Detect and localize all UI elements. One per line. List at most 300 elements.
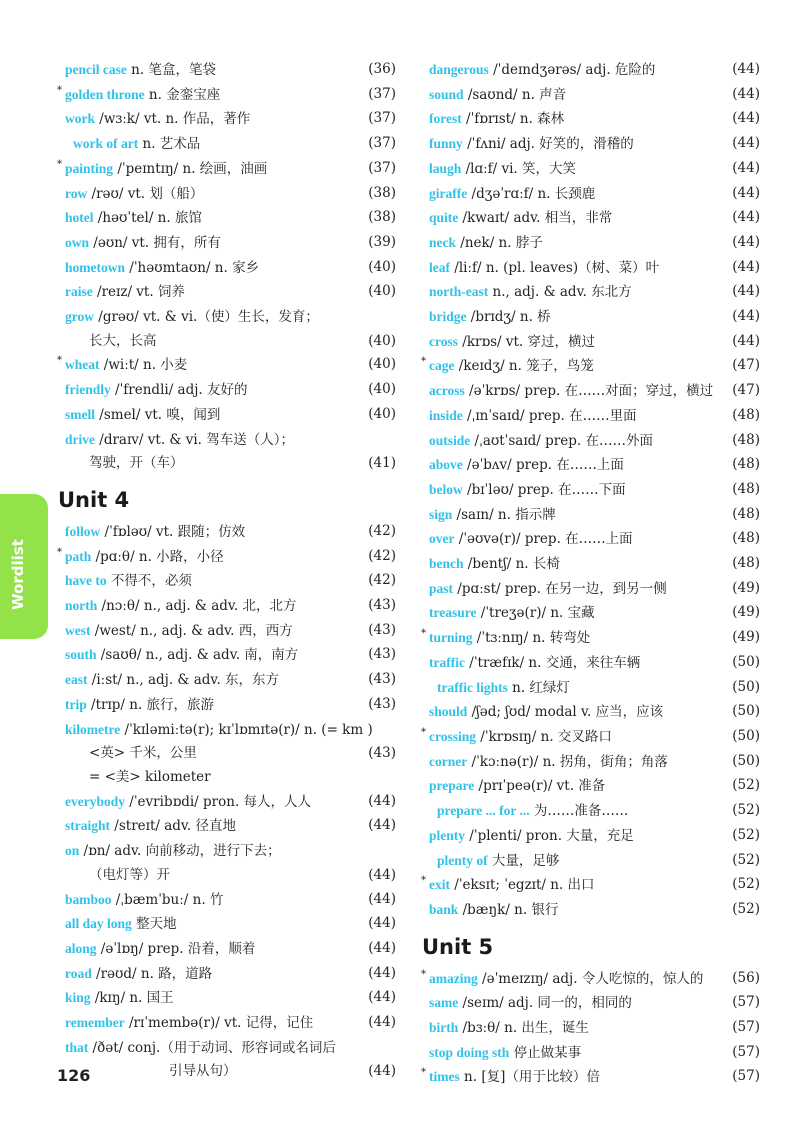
wordlist-entry — [56, 693, 396, 718]
definition: 整天地 — [131, 916, 177, 933]
star-marker: * — [421, 628, 426, 640]
headword: raise — [65, 284, 93, 300]
wordlist-entry — [420, 107, 760, 132]
page-reference: (36) — [368, 61, 396, 77]
headword: exit — [429, 877, 450, 893]
definition: /ˈkɔːnə(r)/ n. 拐角，街角；角落 — [467, 753, 668, 770]
definition: /ˈtræfɪk/ n. 交通，来往车辆 — [464, 654, 641, 671]
wordlist-entry — [56, 428, 396, 453]
headword: plenty — [429, 827, 466, 843]
headword: across — [429, 383, 465, 399]
wordlist-entry — [420, 799, 760, 824]
page-reference: (50) — [732, 653, 760, 670]
headword: traffic — [429, 654, 465, 670]
definition: /brɪdʒ/ n. 桥 — [466, 309, 551, 326]
definition: /ˈkrɒsɪŋ/ n. 交叉路口 — [476, 728, 612, 745]
definition: /saʊnd/ n. 声音 — [463, 86, 567, 103]
headword: have to — [65, 573, 107, 589]
headword: corner — [429, 753, 468, 769]
headword: straight — [65, 818, 110, 834]
wordlist-entry — [56, 619, 396, 644]
wordlist-entry — [56, 452, 396, 476]
page-reference: (43) — [368, 621, 396, 638]
wordlist-entry — [56, 742, 396, 766]
headword: same — [429, 995, 459, 1011]
page-reference: (44) — [732, 258, 760, 275]
page-reference: (50) — [732, 678, 760, 695]
headword: grow — [65, 309, 94, 325]
definition: 不得不，必须 — [106, 573, 192, 590]
page-reference: (44) — [368, 989, 396, 1006]
headword: trip — [65, 696, 87, 712]
headword: prepare — [429, 778, 475, 794]
definition: /bentʃ/ n. 长椅 — [463, 556, 560, 573]
page-reference: (48) — [732, 406, 760, 423]
definition: /ɒn/ adv. 向前移动，进行下去； — [79, 843, 281, 860]
page-reference: (44) — [368, 1014, 396, 1031]
wordlist-entry — [56, 1036, 396, 1061]
definition: /əˈbʌv/ prep. 在……上面 — [462, 457, 624, 474]
wordlist-entry — [420, 1065, 760, 1090]
headword: birth — [429, 1020, 459, 1036]
headword: wheat — [65, 357, 100, 373]
headword: along — [65, 940, 97, 956]
headword: all day long — [65, 916, 132, 932]
definition: n. 红绿灯 — [507, 679, 570, 696]
definition: n. 艺术品 — [138, 136, 201, 153]
wordlist-entry — [420, 256, 760, 281]
page-reference: (40) — [368, 258, 396, 275]
headword: row — [65, 185, 88, 201]
headword: east — [65, 672, 88, 688]
page-reference: (52) — [732, 876, 760, 893]
definition: /əˈkrɒs/ prep. 在……对面；穿过，横过 — [464, 383, 714, 400]
definition: /streɪt/ adv. 径直地 — [110, 818, 237, 835]
wordlist-entry — [56, 206, 396, 231]
wordlist-entry — [420, 305, 760, 330]
definition: /əˈmeɪzɪŋ/ adj. 令人吃惊的，惊人的 — [477, 970, 704, 987]
page-reference: (52) — [732, 826, 760, 843]
definition: /ˈtreʒə(r)/ n. 宝藏 — [476, 605, 595, 622]
headword: prepare ... for ... — [437, 803, 530, 819]
page-reference: (52) — [732, 777, 760, 794]
headword: sound — [429, 86, 464, 102]
unit-heading: Unit 5 — [422, 934, 494, 959]
definition: /wɜːk/ vt. n. 作品，著作 — [95, 111, 251, 128]
page-reference: (44) — [368, 964, 396, 981]
definition: /ˈtɜːnɪŋ/ n. 转弯处 — [472, 630, 591, 647]
definition: /bæŋk/ n. 银行 — [458, 901, 559, 918]
wordlist-entry — [56, 353, 396, 378]
wordlist-entry — [56, 594, 396, 619]
wordlist-entry — [56, 182, 396, 207]
wordlist-entry — [56, 256, 396, 281]
wordlist-entry — [56, 378, 396, 403]
page-reference: (44) — [368, 817, 396, 834]
page-reference: (48) — [732, 505, 760, 522]
definition: /lɑːf/ vi. 笑，大笑 — [461, 160, 576, 177]
headword: work of art — [73, 136, 139, 152]
definition: /nɔːθ/ n., adj. & adv. 北，北方 — [97, 598, 297, 615]
star-marker: * — [421, 726, 426, 738]
definition: /prɪˈpeə(r)/ vt. 准备 — [474, 778, 606, 795]
headword: leaf — [429, 259, 450, 275]
star-marker: * — [57, 158, 62, 170]
page-reference: (40) — [368, 405, 396, 422]
page-reference: (37) — [368, 135, 396, 152]
definition: /grəʊ/ vt. & vi.（使）生长，发育； — [94, 309, 319, 326]
star-marker: * — [57, 84, 62, 96]
page-number: 126 — [57, 1066, 91, 1085]
definition: /rəʊd/ n. 路，道路 — [91, 965, 213, 982]
star-marker: * — [421, 968, 426, 980]
definition: /iːst/ n., adj. & adv. 东，东方 — [87, 672, 280, 689]
page-reference: (50) — [732, 752, 760, 769]
headword: funny — [429, 136, 463, 152]
page-reference: (44) — [732, 85, 760, 102]
headword: cross — [429, 333, 458, 349]
page-reference: (44) — [368, 939, 396, 956]
star-marker: * — [421, 1067, 426, 1079]
page-reference: (47) — [732, 382, 760, 399]
definition: /krɒs/ vt. 穿过，横过 — [458, 333, 596, 350]
page-reference: (40) — [368, 356, 396, 373]
headword: amazing — [429, 970, 478, 986]
page-reference: (40) — [368, 381, 396, 398]
page-reference: (49) — [732, 629, 760, 646]
headword: inside — [429, 407, 463, 423]
definition: /saɪn/ n. 指示牌 — [452, 506, 556, 523]
page-reference: (38) — [368, 184, 396, 201]
wordlist-entry — [420, 676, 760, 701]
entry-continuation: 驾驶，开（车） — [89, 455, 184, 472]
headword: road — [65, 965, 92, 981]
page-reference: (44) — [368, 915, 396, 932]
wordlist-entry — [56, 962, 396, 987]
definition: /ˈdeɪndʒərəs/ adj. 危险的 — [488, 62, 656, 78]
wordlist-entry — [420, 725, 760, 750]
definition: /kwaɪt/ adv. 相当，非常 — [458, 210, 613, 227]
definition: /ˌbæmˈbuː/ n. 竹 — [111, 891, 224, 908]
wordlist-entry — [420, 157, 760, 182]
page-reference: (43) — [368, 671, 396, 688]
definition: /ˈhəʊmtaʊn/ n. 家乡 — [125, 259, 260, 276]
definition: /ˈfɒrɪst/ n. 森林 — [461, 111, 565, 128]
wordlist-entry — [56, 790, 396, 815]
headword: over — [429, 531, 455, 547]
definition: /seɪm/ adj. 同一的，相同的 — [458, 995, 632, 1012]
page-reference: (57) — [732, 1019, 760, 1036]
page-reference: (44) — [732, 308, 760, 325]
page-reference: (44) — [732, 283, 760, 300]
headword: below — [429, 481, 463, 497]
definition: /ˈkɪləmiːtə(r); kɪˈlɒmɪtə(r)/ n. (= km ) — [120, 721, 373, 738]
page-reference: (48) — [732, 456, 760, 473]
definition: 大量，足够 — [487, 852, 560, 869]
definition: /ˈevribɒdi/ pron. 每人，人人 — [125, 793, 312, 810]
headword: bamboo — [65, 891, 112, 907]
definition: 为……准备…… — [529, 803, 629, 820]
headword: north-east — [429, 284, 489, 300]
wordlist-entry — [56, 132, 396, 157]
page-reference: (44) — [732, 135, 760, 152]
definition: /draɪv/ vt. & vi. 驾车送（人）； — [95, 431, 294, 448]
wordlist-entry — [420, 58, 760, 83]
wordlist-entry — [56, 403, 396, 428]
wordlist-entry — [56, 718, 396, 743]
wordlist-entry — [420, 824, 760, 849]
headword: quite — [429, 210, 459, 226]
wordlist-entry — [56, 986, 396, 1011]
wordlist-entry — [420, 552, 760, 577]
star-marker: * — [57, 355, 62, 367]
definition: /ʃəd; ʃʊd/ modal v. 应当，应该 — [467, 704, 664, 721]
wordlist-entry — [420, 898, 760, 923]
wordlist-entry — [56, 520, 396, 545]
entry-continuation: = <美> kilometer — [89, 768, 211, 785]
wordlist-entry — [56, 305, 396, 330]
headword: painting — [65, 160, 114, 176]
page-reference: (44) — [732, 110, 760, 127]
entry-continuation: <英> 千米，公里 — [89, 745, 197, 762]
page-reference: (50) — [732, 727, 760, 744]
definition: /ˈfʌni/ adj. 好笑的，滑稽的 — [462, 136, 634, 153]
wordlist-entry — [56, 1060, 396, 1084]
wordlist-entry — [420, 182, 760, 207]
wordlist-entry — [420, 1016, 760, 1041]
definition: /dʒəˈrɑːf/ n. 长颈鹿 — [467, 185, 596, 202]
page-reference: (57) — [732, 1068, 760, 1085]
wordlist-entry — [420, 626, 760, 651]
page-reference: (41) — [368, 455, 396, 472]
definition: /rɪˈmembə(r)/ vt. 记得，记住 — [124, 1015, 314, 1032]
wordlist-entry — [420, 991, 760, 1016]
wordlist-entry — [420, 873, 760, 898]
wordlist-column-left — [56, 58, 396, 1084]
headword: sign — [429, 506, 453, 522]
unit-heading: Unit 4 — [58, 487, 130, 512]
definition: /pɑːθ/ n. 小路，小径 — [91, 548, 224, 565]
wordlist-entry — [420, 1041, 760, 1066]
wordlist-entry — [420, 280, 760, 305]
wordlist-entry — [420, 774, 760, 799]
page-reference: (38) — [368, 209, 396, 226]
wordlist-entry — [56, 107, 396, 132]
headword: laugh — [429, 160, 462, 176]
headword: crossing — [429, 728, 477, 744]
page-reference: (40) — [368, 283, 396, 300]
headword: should — [429, 704, 468, 720]
headword: bridge — [429, 309, 467, 325]
headword: bank — [429, 901, 459, 917]
headword: remember — [65, 1015, 125, 1031]
entry-continuation: （电灯等）开 — [89, 866, 170, 883]
definition: /əʊn/ vt. 拥有，所有 — [89, 234, 221, 251]
definition: /reɪz/ vt. 饲养 — [92, 284, 185, 301]
definition: /ˌɪnˈsaɪd/ prep. 在……里面 — [462, 407, 637, 424]
definition: /ˈfɒləʊ/ vt. 跟随；仿效 — [100, 523, 246, 540]
definition: n., adj. & adv. 东北方 — [488, 284, 632, 301]
definition: /bɪˈləʊ/ prep. 在……下面 — [462, 481, 626, 498]
headword: everybody — [65, 793, 125, 809]
wordlist-entry — [56, 231, 396, 256]
definition: /ˈfrendli/ adj. 友好的 — [110, 382, 248, 399]
headword: cage — [429, 358, 455, 374]
definition: n. 笔盒，笔袋 — [126, 62, 216, 78]
wordlist-entry — [56, 58, 396, 83]
headword: friendly — [65, 382, 111, 398]
headword: drive — [65, 431, 95, 447]
page-reference: (42) — [368, 522, 396, 539]
wordlist-entry — [56, 280, 396, 305]
star-marker: * — [421, 356, 426, 368]
wordlist-entry — [420, 700, 760, 725]
page-reference: (48) — [732, 555, 760, 572]
page-reference: (44) — [732, 233, 760, 250]
definition: 停止做某事 — [509, 1044, 582, 1061]
page-reference: (52) — [732, 900, 760, 917]
page-reference: (40) — [368, 332, 396, 349]
wordlist-entry — [56, 839, 396, 864]
definition: /kɪŋ/ n. 国王 — [90, 990, 174, 1007]
headword: above — [429, 457, 463, 473]
page-reference: (44) — [368, 1063, 396, 1080]
page-reference: (43) — [368, 695, 396, 712]
headword: treasure — [429, 605, 477, 621]
definition: /liːf/ n. (pl. leaves)（树、菜）叶 — [450, 259, 660, 276]
wordlist-entry — [420, 429, 760, 454]
headword: outside — [429, 432, 471, 448]
definition: /həʊˈtel/ n. 旅馆 — [93, 210, 202, 227]
page-reference: (37) — [368, 159, 396, 176]
wordlist-entry — [420, 330, 760, 355]
definition: /saʊθ/ n., adj. & adv. 南，南方 — [96, 647, 299, 664]
headword: that — [65, 1039, 89, 1055]
wordlist-entry — [420, 379, 760, 404]
definition: /west/ n., adj. & adv. 西，西方 — [90, 622, 293, 639]
definition: /rəʊ/ vt. 划（船） — [87, 185, 204, 202]
star-marker: * — [57, 546, 62, 558]
wordlist-column-right — [420, 58, 760, 1090]
page-reference: (49) — [732, 579, 760, 596]
page-reference: (44) — [368, 792, 396, 809]
page-reference: (49) — [732, 604, 760, 621]
headword: smell — [65, 406, 95, 422]
definition: /wiːt/ n. 小麦 — [99, 357, 188, 374]
page-reference: (52) — [732, 802, 760, 819]
headword: kilometre — [65, 721, 121, 737]
headword: west — [65, 622, 91, 638]
wordlist-entry — [420, 651, 760, 676]
definition: /ˈeksɪt; ˈegzɪt/ n. 出口 — [450, 877, 595, 894]
page-reference: (44) — [368, 866, 396, 883]
page-reference: (48) — [732, 431, 760, 448]
wordlist-entry — [420, 354, 760, 379]
headword: king — [65, 990, 91, 1006]
definition: /smel/ vt. 嗅，闻到 — [95, 406, 221, 423]
definition: /ˌaʊtˈsaɪd/ prep. 在……外面 — [470, 432, 653, 449]
definition: /ˈpeɪntɪŋ/ n. 绘画，油画 — [113, 160, 268, 177]
headword: stop doing sth — [429, 1044, 510, 1060]
headword: bench — [429, 556, 464, 572]
headword: hotel — [65, 210, 94, 226]
page-reference: (43) — [368, 646, 396, 663]
page-reference: (43) — [368, 597, 396, 614]
wordlist-entry — [420, 503, 760, 528]
page-reference: (44) — [368, 890, 396, 907]
page-reference: (37) — [368, 85, 396, 102]
page-reference: (48) — [732, 530, 760, 547]
wordlist-entry — [420, 83, 760, 108]
wordlist-entry — [56, 937, 396, 962]
page-reference: (57) — [732, 1043, 760, 1060]
page-reference: (44) — [732, 159, 760, 176]
wordlist-entry — [420, 527, 760, 552]
wordlist-entry — [420, 404, 760, 429]
headword: giraffe — [429, 185, 468, 201]
page-reference: (57) — [732, 994, 760, 1011]
wordlist-entry — [420, 577, 760, 602]
wordlist-entry — [56, 83, 396, 108]
headword: follow — [65, 523, 101, 539]
page-reference: (44) — [732, 184, 760, 201]
headword: hometown — [65, 259, 125, 275]
page-reference: (47) — [732, 357, 760, 374]
headword: forest — [429, 111, 462, 127]
definition: n. [复]（用于比较）倍 — [459, 1069, 600, 1086]
wordlist-entry — [56, 668, 396, 693]
wordlist-entry — [420, 132, 760, 157]
wordlist-entry — [56, 330, 396, 354]
wordlist-entry — [420, 967, 760, 992]
headword: past — [429, 580, 454, 596]
page-reference: (44) — [732, 332, 760, 349]
definition: /əˈlɒŋ/ prep. 沿着，顺着 — [96, 940, 256, 957]
page-reference: (56) — [732, 969, 760, 986]
page-reference: (50) — [732, 703, 760, 720]
wordlist-entry — [56, 643, 396, 668]
side-tab-label: Wordlist — [9, 539, 27, 611]
wordlist-entry — [420, 206, 760, 231]
headword: dangerous — [429, 62, 489, 77]
definition: /nek/ n. 脖子 — [456, 234, 543, 251]
page-reference: (43) — [368, 745, 396, 762]
headword: turning — [429, 630, 473, 646]
wordlist-entry — [56, 569, 396, 594]
headword: pencil case — [65, 62, 127, 77]
definition: /ˈplenti/ pron. 大量，充足 — [465, 827, 634, 844]
wordlist-entry — [420, 849, 760, 874]
headword: plenty of — [437, 852, 488, 868]
wordlist-entry — [420, 231, 760, 256]
wordlist-entry — [420, 750, 760, 775]
wordlist-entry — [56, 1011, 396, 1036]
wordlist-entry — [420, 601, 760, 626]
page-reference: (39) — [368, 233, 396, 250]
headword: traffic lights — [437, 679, 508, 695]
wordlist-entry — [56, 912, 396, 937]
page-reference: (42) — [368, 547, 396, 564]
headword: golden throne — [65, 86, 145, 102]
wordlist-entry — [420, 478, 760, 503]
headword: own — [65, 234, 90, 250]
wordlist-entry — [56, 888, 396, 913]
definition: /ðət/ conj.（用于动词、形容词或名词后 — [88, 1039, 336, 1056]
wordlist-entry — [56, 814, 396, 839]
wordlist-entry — [56, 864, 396, 888]
page-reference: (42) — [368, 572, 396, 589]
definition: /ˈəʊvə(r)/ prep. 在……上面 — [454, 531, 633, 548]
